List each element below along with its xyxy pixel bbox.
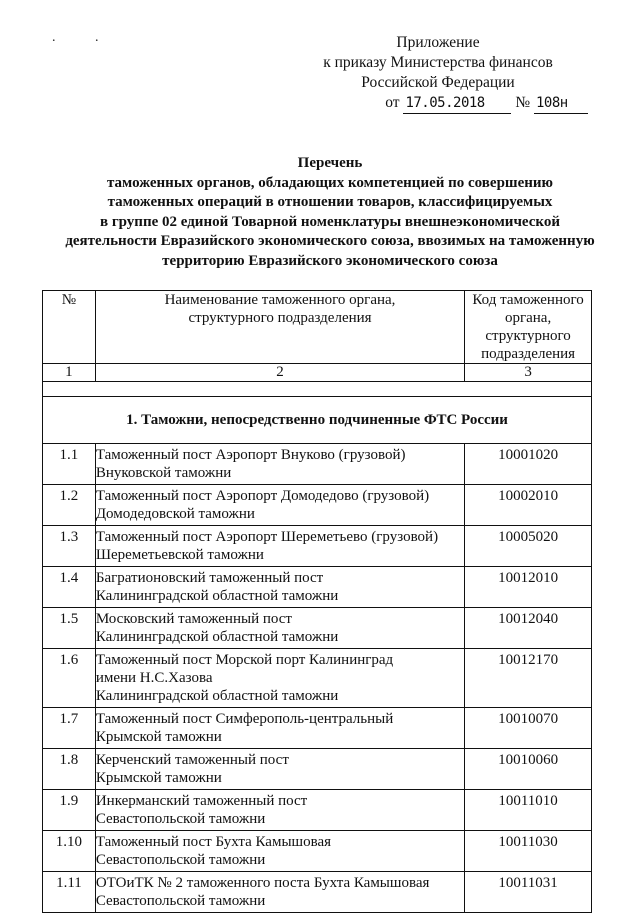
table-row — [43, 708, 592, 749]
row-number: 1.5 — [43, 608, 96, 649]
customs-office-code: 10011010 — [465, 790, 592, 831]
customs-office-name — [95, 485, 464, 526]
table-row — [43, 485, 592, 526]
table-row — [43, 790, 592, 831]
spacer-row — [43, 382, 592, 397]
header-name — [95, 291, 464, 364]
header-name-line: Наименование таможенного органа, — [164, 292, 396, 308]
row-number: 1.4 — [43, 567, 96, 608]
appendix-label: Приложение — [396, 34, 480, 51]
customs-office-code: 10001020 — [465, 444, 592, 485]
name-line: Таможенный пост Морской порт Калининград — [95, 652, 394, 668]
customs-office-code: 10012040 — [465, 608, 592, 649]
title-line: в группе 02 единой Товарной номенклатуры внешнеэкономической — [100, 213, 560, 230]
name-line: Шереметьевской таможни — [95, 547, 264, 563]
table-row — [43, 567, 592, 608]
name-line: Московский таможенный пост — [95, 611, 292, 627]
row-number: 1.2 — [43, 485, 96, 526]
row-number: 1.7 — [43, 708, 96, 749]
table-row — [43, 608, 592, 649]
row-number: 1.10 — [43, 831, 96, 872]
order-number: 108н — [534, 93, 588, 114]
customs-office-name — [95, 831, 464, 872]
title-line: Перечень — [297, 155, 363, 171]
customs-office-name — [95, 649, 464, 708]
customs-office-name — [95, 872, 464, 913]
row-number: 1.9 — [43, 790, 96, 831]
date-prefix: от — [385, 94, 400, 111]
customs-office-name — [95, 790, 464, 831]
customs-office-name — [95, 567, 464, 608]
table-row — [43, 444, 592, 485]
order-reference: к приказу Министерства финансов — [323, 54, 553, 71]
title-line: таможенных органов, обладающих компетенцией по совершению — [107, 174, 553, 191]
name-line: Калининградской областной таможни — [95, 629, 339, 645]
customs-office-name — [95, 444, 464, 485]
name-line: Севастопольской таможни — [95, 811, 266, 827]
header-code — [465, 291, 592, 364]
title-line: территорию Евразийского экономического союза — [162, 252, 498, 269]
row-number: 1.6 — [43, 649, 96, 708]
customs-office-name — [95, 526, 464, 567]
name-line: Крымской таможни — [95, 729, 222, 745]
header-name-line: структурного подразделения — [188, 310, 372, 326]
customs-office-code: 10005020 — [465, 526, 592, 567]
title-line: таможенных операций в отношении товаров, классифицируемых — [107, 194, 553, 210]
header-code-line: Код таможенного — [472, 292, 584, 308]
header-no: № — [43, 291, 96, 364]
row-number: 1.8 — [43, 749, 96, 790]
customs-office-code: 10002010 — [465, 485, 592, 526]
name-line: имени Н.С.Хазова — [95, 670, 213, 686]
name-line: ОТОиТК № 2 таможенного поста Бухта Камышовая — [95, 875, 430, 891]
order-date: 17.05.2018 — [403, 93, 511, 114]
name-line: Инкерманский таможенный пост — [95, 793, 308, 809]
customs-office-name — [95, 608, 464, 649]
name-line: Внуковской таможни — [95, 465, 232, 481]
ministry-country: Российской Федерации — [361, 74, 515, 91]
customs-table — [42, 290, 592, 913]
column-number: 2 — [95, 364, 464, 382]
number-prefix: № — [515, 94, 531, 111]
table-row — [43, 649, 592, 708]
column-number: 1 — [43, 364, 96, 382]
table-row — [43, 526, 592, 567]
customs-office-name — [95, 749, 464, 790]
column-number: 3 — [465, 364, 592, 382]
name-line: Таможенный пост Аэропорт Внуково (грузовой) — [95, 447, 406, 463]
customs-office-code: 10010070 — [465, 708, 592, 749]
name-line: Таможенный пост Аэропорт Шереметьево (грузовой) — [95, 529, 439, 545]
name-line: Багратионовский таможенный пост — [95, 570, 324, 586]
row-number: 1.11 — [43, 872, 96, 913]
table-row — [43, 872, 592, 913]
appendix-header — [288, 33, 588, 114]
header-code-line: органа, — [504, 310, 552, 326]
section-title: 1. Таможни, непосредственно подчиненные ФТС России — [43, 397, 592, 444]
customs-office-code: 10011030 — [465, 831, 592, 872]
name-line: Домодедовской таможни — [95, 506, 255, 522]
name-line: Калининградской областной таможни — [95, 588, 339, 604]
column-number-row — [43, 364, 592, 382]
name-line: Керченский таможенный пост — [95, 752, 289, 768]
row-number: 1.1 — [43, 444, 96, 485]
name-line: Севастопольской таможни — [95, 893, 266, 909]
customs-office-code: 10011031 — [465, 872, 592, 913]
header-code-line: подразделения — [481, 346, 576, 362]
name-line: Таможенный пост Симферополь-центральный — [95, 711, 394, 727]
document-title — [60, 154, 600, 271]
title-line: деятельности Евразийского экономического союза, ввозимых на таможенную — [65, 233, 595, 249]
spacer-cell — [43, 382, 592, 397]
name-line: Севастопольской таможни — [95, 852, 266, 868]
customs-office-name — [95, 708, 464, 749]
name-line: Калининградской областной таможни — [95, 688, 339, 704]
table-row — [43, 831, 592, 872]
order-date-number — [288, 93, 588, 114]
customs-office-code: 10010060 — [465, 749, 592, 790]
name-line: Таможенный пост Аэропорт Домодедово (грузовой) — [95, 488, 430, 504]
name-line: Крымской таможни — [95, 770, 222, 786]
table-row — [43, 749, 592, 790]
scan-marks: . . — [52, 30, 117, 45]
row-number: 1.3 — [43, 526, 96, 567]
customs-office-code: 10012170 — [465, 649, 592, 708]
name-line: Таможенный пост Бухта Камышовая — [95, 834, 332, 850]
section-row — [43, 397, 592, 444]
customs-office-code: 10012010 — [465, 567, 592, 608]
table-header-row — [43, 291, 592, 364]
header-code-line: структурного — [485, 328, 571, 344]
